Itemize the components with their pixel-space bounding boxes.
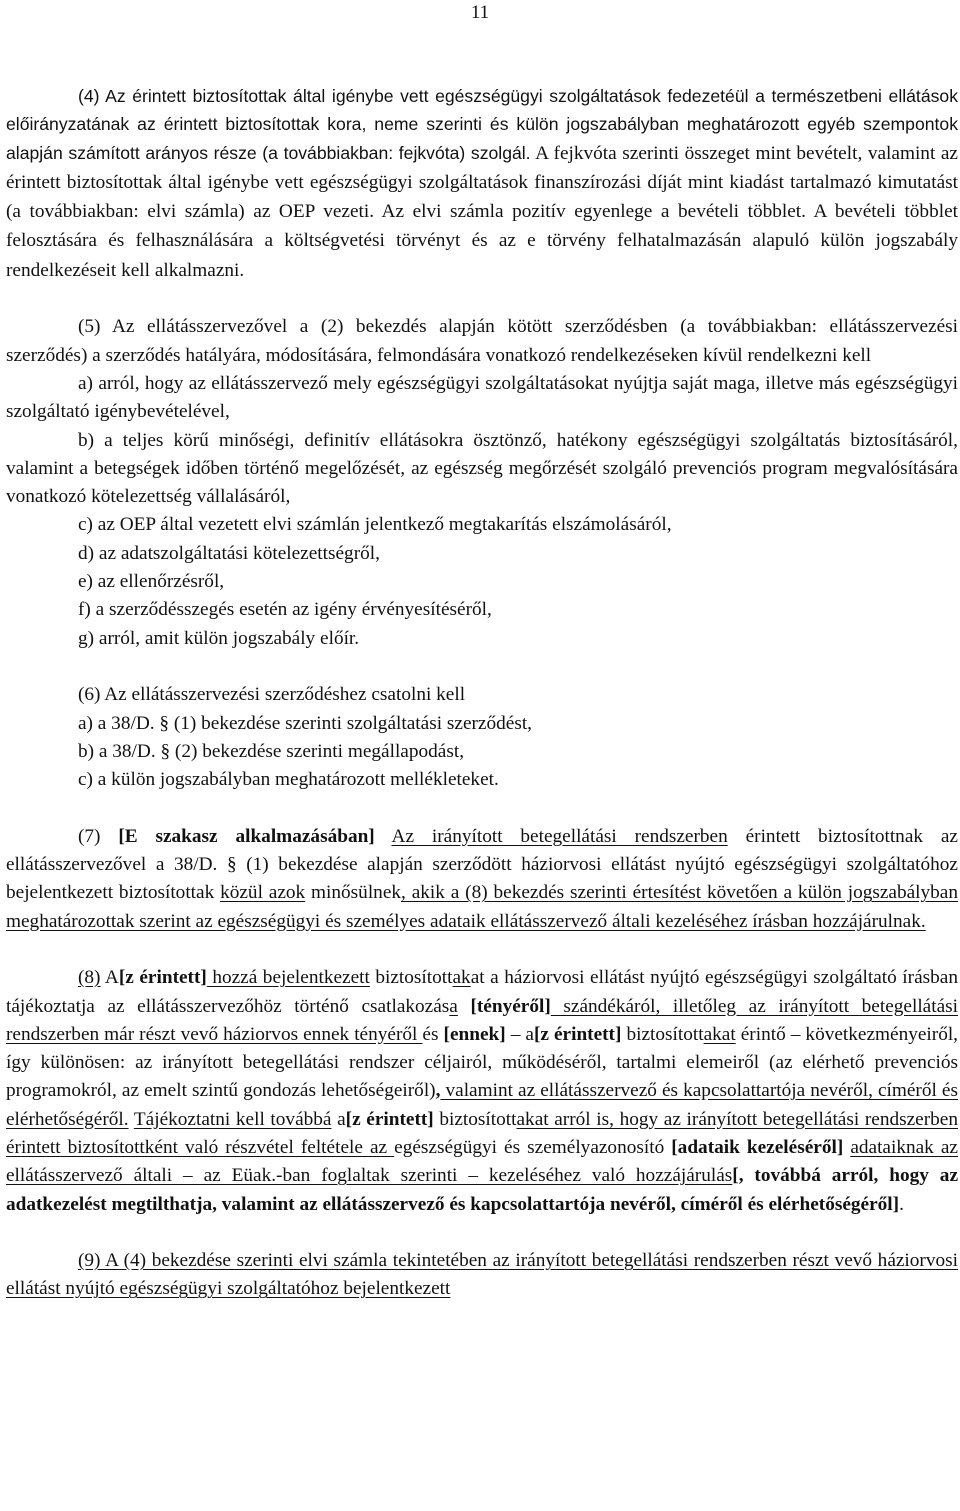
paragraph-4-sentence-1: (4) Az érintett biztosítottak által igénybe vett egészségügyi szolgáltatások fedezetéül a természetbeni ellátások előirányzatának az érintett biztosítottak kora, neme szerinti és külön jogszabályban meghatározott egyéb szempontok alapján számított arányos része (a továbbiakban: fejkvóta) szolgál.	[6, 86, 958, 163]
p7-deleted-phrase: [E szakasz alkalmazásában]	[118, 825, 375, 847]
p8-del-2: [tényéről]	[470, 995, 551, 1017]
paragraph-6-intro: (6) Az ellátásszervezési szerződéshez csatolni kell	[78, 684, 466, 706]
paragraph-5-item-e: e) az ellenőrzésről,	[78, 571, 225, 593]
paragraph-4-sentence-3: Az elvi számla pozitív egyenlege a bevételi többlet.	[374, 201, 806, 223]
p8-del-3: [ennek]	[443, 1023, 506, 1045]
p8-ins-7: Tájékoztatni kell továbbá	[133, 1108, 332, 1130]
paragraph-9	[6, 1247, 958, 1304]
p8-del-4: [z érintett]	[533, 1023, 622, 1045]
paragraph-6-item-b: b) a 38/D. § (2) bekezdése szerinti megállapodást,	[78, 740, 465, 762]
paragraph-4-sentence-4: A bevételi többlet felosztására és felhasználására a költségvetési törvényt és az e törvény felhatalmazásán alapuló külön jogszabály rendelkezéseit kell alkalmazni.	[6, 201, 958, 281]
paragraph-4	[6, 82, 958, 285]
p8-t27: egészségügyi és személyazonosító	[394, 1136, 672, 1158]
p8-t32: .	[899, 1193, 904, 1215]
paragraph-6-item-a: a) a 38/D. § (1) bekezdése szerinti szolgáltatási szerződést,	[78, 712, 532, 734]
p8-t16: biztosított	[621, 1023, 704, 1045]
p8-t25: biztosított	[433, 1108, 517, 1130]
p7-inserted-phrase: Az irányított betegellátási rendszerben	[391, 825, 728, 847]
document-body	[6, 82, 958, 1304]
p8-del-5: ,	[435, 1080, 441, 1102]
p9-inserted: (9) A (4) bekezdése szerinti elvi számla tekintetében az irányított betegellátási rendszerben részt vevő háziorvosi ellátást nyújtó egészségügyi szolgáltatóhoz bejelentkezett	[6, 1250, 958, 1300]
p8-del-7: [adataik kezeléséről]	[671, 1136, 844, 1158]
p8-ins-3: a	[449, 995, 458, 1017]
p8-ins-6: valamint az ellátásszervező és kapcsolattartója nevéről, címéről és elérhetőségéről.	[6, 1080, 958, 1130]
p7-inserted-3: , akik a (8) bekezdés szerinti értesítést követően a külön jogszabályban meghatározottak szerint az egészségügyi és személyes adataik ellátásszervező általi kezeléséhez írásban hozzájárulnak.	[6, 882, 958, 932]
p8-del-8: [, továbbá arról, hogy az adatkezelést megtilthatja, valamint az ellátásszervező és kapcsolattartója nevéről, címéről és elérhetőségéről]	[6, 1165, 958, 1215]
paragraph-5-item-f: f) a szerződésszegés esetén az igény érvényesítéséről,	[78, 599, 492, 621]
paragraph-5-item-c: c) az OEP által vezetett elvi számlán jelentkező megtakarítás elszámolásáról,	[78, 514, 672, 536]
p8-t12: és	[422, 1023, 444, 1045]
paragraph-7	[6, 823, 958, 936]
paragraph-5-item-b: b) a teljes körű minőségi, definitív ellátásokra ösztönző, hatékony egészségügyi szolgáltatás biztosításáról, valamint a betegségek időben történő megelőzését, az egészség megőrzését szolgáló prevenciós program megvalósítására vonatkozó kötelezettség vállalásáról,	[6, 429, 958, 508]
p7-number: (7)	[78, 825, 119, 847]
p8-t2: A	[100, 967, 119, 989]
p8-del-1: [z érintett]	[118, 967, 207, 989]
p7-inserted-2: közül azok	[220, 882, 306, 904]
page-number: 11	[470, 2, 490, 23]
paragraph-4-sentence-2: A fejkvóta szerinti összeget mint bevételt, valamint az érintett biztosítottak által igénybe vett egészségügyi szolgáltatások finanszírozási díját mint kiadást tartalmazó kimutatást (a továbbiakban: elvi számla) az OEP vezeti.	[6, 142, 958, 223]
p8-t7: at a háziorvosi ellátást nyújtó egészségügyi szolgáltató írásban tájékoztatja az ellátásszervezőhöz történő csatlakozás	[6, 967, 958, 1017]
p8-t9	[458, 996, 471, 1017]
paragraph-6-item-c: c) a külön jogszabályban meghatározott mellékleteket.	[78, 769, 499, 791]
p7-space	[375, 826, 392, 847]
p8-ins-8: akat arról is, hogy az irányított betegellátási rendszerben érintett biztosítottként való részvétel feltétele az	[6, 1108, 958, 1158]
paragraph-5-intro: (5) Az ellátásszervezővel a (2) bekezdés alapján kötött szerződésben (a továbbiakban: ellátásszervezési szerződés) a szerződés hatályára, módosítására, felmondására vonatkozó rendelkezéseken kívül rendelkezni kell	[6, 316, 958, 366]
p8-ins-1: hozzá bejelentkezett	[206, 967, 370, 989]
paragraph-8	[6, 964, 958, 1219]
p7-text-1: érintett biztosítottnak az ellátásszervezővel a 38/D. § (1) bekezdése alapján szerződött háziorvosi ellátást nyújtó egészségügyi szolgáltatóhoz bejelentkezett biztosítottak	[6, 825, 958, 904]
p8-number: (8)	[78, 967, 101, 989]
p8-ins-2: ak	[452, 967, 471, 989]
p8-ins-5: akat	[703, 1023, 736, 1045]
p8-t14: – a	[505, 1023, 534, 1045]
p7-text-2: minősülnek	[305, 882, 402, 904]
p8-t18: érintő – következményeiről, így különösen: az irányított betegellátási rendszer céljairól, működéséről, tartalmi elemeiről (az elérhető prevenciós programokról, az emelt szintű gondozás lehetőségeiről)	[6, 1023, 959, 1102]
p8-del-6: [z érintett]	[345, 1108, 434, 1130]
paragraph-5-item-g: g) arról, amit külön jogszabály előír.	[78, 627, 360, 649]
paragraph-5-item-a: a) arról, hogy az ellátásszervező mely egészségügyi szolgáltatásokat nyújtja saját maga, illetve más egészségügyi szolgáltató igénybevételével,	[6, 372, 958, 423]
p8-ins-9: adataiknak az ellátásszervező általi – az Eüak.-ban foglaltak szerinti – kezeléséhez való hozzájárulás	[6, 1136, 958, 1187]
p8-t5: biztosított	[369, 967, 453, 989]
paragraph-5-item-d: d) az adatszolgáltatási kötelezettségről,	[78, 542, 380, 564]
p8-t23: a	[331, 1108, 346, 1130]
p8-ins-4: szándékáról, illetőleg az irányított betegellátási rendszerben már részt vevő háziorvos ennek tényéről	[6, 995, 959, 1045]
